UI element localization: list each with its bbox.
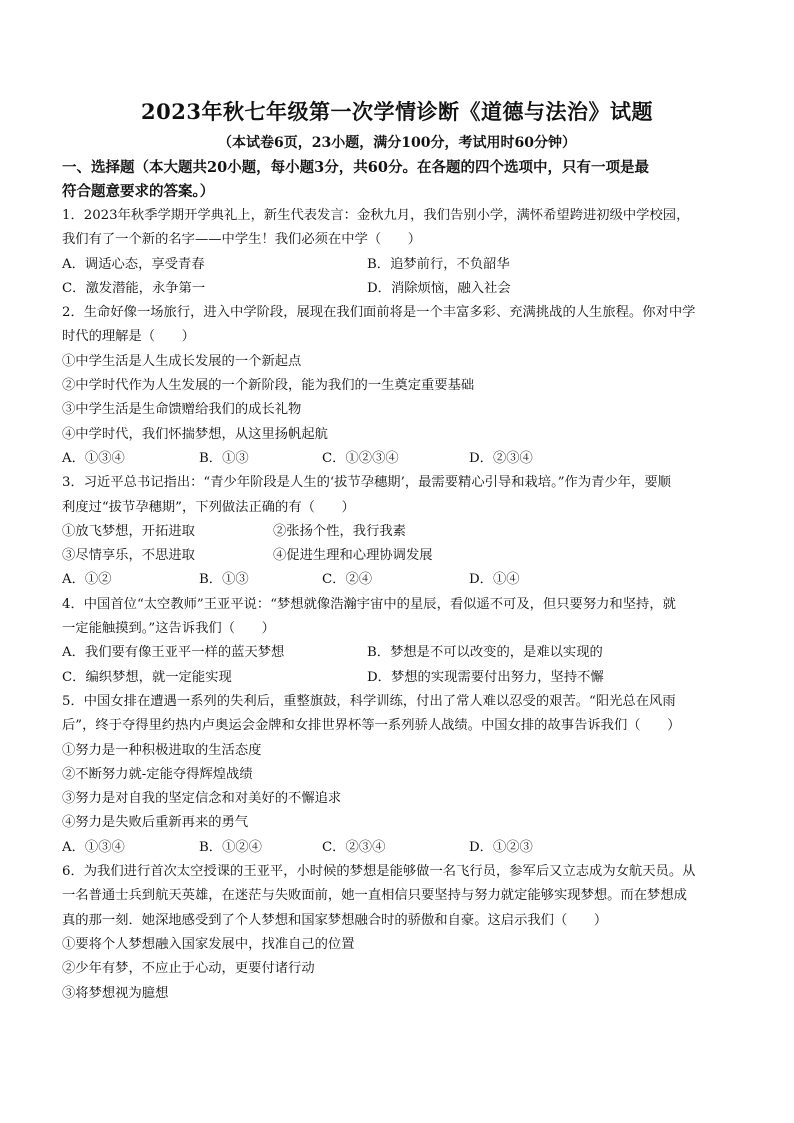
question-list [62, 204, 738, 1006]
question-stem-line: 6．为我们进行首次太空授课的王亚平，小时候的梦想是能够做一名飞行员，参军后又立志成为女航天员。从 [62, 864, 696, 880]
option-d: D．①④ [469, 572, 520, 588]
option-row [62, 568, 738, 592]
section-heading [62, 156, 738, 204]
option-b: B．追梦前行，不负韶华 [367, 256, 510, 272]
question-3 [62, 471, 738, 592]
statement-item: ③中学生活是生命馈赠给我们的成长礼物 [62, 402, 302, 418]
option-row [62, 277, 738, 301]
exam-subtitle: （本试卷6页，23小题，满分100分，考试用时60分钟） [218, 135, 576, 151]
question-stem-line: 一名普通士兵到航天英雄，在迷茫与失败面前，她一直相信只要坚持与努力就定能够实现梦想。而在梦想成 [62, 888, 687, 904]
statement-item: ②中学时代作为人生发展的一个新阶段，能为我们的一生奠定重要基础 [62, 378, 475, 394]
option-d: D．梦想的实现需要付出努力，坚持不懈 [367, 669, 604, 685]
option-c: C．编织梦想，就一定能实现 [62, 669, 232, 685]
statement-item: ③尽情享乐，不思进取 [62, 548, 195, 564]
option-b: B．①③ [199, 450, 249, 466]
question-6 [62, 860, 738, 1006]
question-stem-line: 后”，终于夺得里约热内卢奥运会金牌和女排世界杯等一系列骄人战绩。中国女排的故事告诉我们（ ） [62, 718, 681, 734]
statement-item: ②张扬个性，我行我素 [273, 523, 406, 539]
question-5 [62, 690, 738, 860]
option-row [62, 666, 738, 690]
question-stem-line: 一定能触摸到。”这告诉我们（ ） [62, 621, 275, 637]
option-b: B．①③ [199, 572, 249, 588]
statement-item: ①努力是一种积极进取的生活态度 [62, 742, 262, 758]
question-stem-line: 我们有了一个新的名字——中学生！我们必须在中学（ ） [62, 232, 422, 248]
option-row [62, 253, 738, 277]
question-stem-line: 时代的理解是（ ） [62, 329, 195, 345]
question-2 [62, 301, 738, 471]
option-a: A．调适心态，享受青春 [62, 256, 205, 272]
question-4 [62, 593, 738, 690]
option-row [62, 447, 738, 471]
option-a: A．①② [62, 572, 112, 588]
statement-item: ②少年有梦，不应止于心动，更要付诸行动 [62, 961, 315, 977]
option-d: D．①②③ [469, 839, 533, 855]
statement-item: ①中学生活是人生成长发展的一个新起点 [62, 353, 302, 369]
option-d: D．②③④ [469, 450, 533, 466]
question-stem-line: 1．2023年秋季学期开学典礼上，新生代表发言：金秋九月，我们告别小学，满怀希望跨进初级中学校园， [62, 208, 690, 223]
section-heading-line-2: 符合题意要求的答案。） [62, 183, 215, 200]
statement-item: ①要将个人梦想融入国家发展中，找准自己的位置 [62, 936, 355, 952]
statement-item: ②不断努力就-定能夺得辉煌战绩 [62, 766, 253, 782]
question-1 [62, 204, 738, 301]
option-row [62, 641, 738, 665]
option-c: C．②③④ [322, 839, 386, 855]
statement-item: ①放飞梦想，开拓进取 [62, 523, 195, 539]
option-d: D．消除烦恼，融入社会 [367, 280, 511, 296]
statement-item: ③努力是对自我的坚定信念和对美好的不懈追求 [62, 791, 342, 807]
statement-item: ③将梦想视为臆想 [62, 985, 169, 1001]
exam-title: 2023年秋七年级第一次学情诊断《道德与法治》试题 [141, 99, 653, 124]
statement-item: ④努力是失败后重新再来的勇气 [62, 815, 249, 831]
option-b: B．①②④ [199, 839, 262, 855]
question-stem-line: 3．习近平总书记指出：“青少年阶段是人生的‘拔节孕穗期’，最需要精心引导和栽培。”作为青少年，要顺 [62, 475, 671, 491]
option-b: B．梦想是不可以改变的，是难以实现的 [367, 645, 603, 661]
option-a: A．我们要有像王亚平一样的蓝天梦想 [62, 645, 285, 661]
statement-item: ④中学时代，我们怀揣梦想，从这里扬帆起航 [62, 426, 328, 442]
question-stem-line: 5．中国女排在遭遇一系列的失利后，重整旗鼓，科学训练，付出了常人难以忍受的艰苦。“阳光总在风雨 [62, 693, 676, 709]
option-a: A．①③④ [62, 450, 125, 466]
question-stem-line: 利度过“拔节孕穗期”，下列做法正确的有（ ） [62, 499, 355, 515]
statement-pair [62, 520, 738, 544]
section-heading-line-1: 一、选择题（本大题共20小题，每小题3分，共60分。在各题的四个选项中，只有一项是最 [62, 159, 649, 176]
statement-pair [62, 544, 738, 568]
question-stem-line: 2．生命好像一场旅行，进入中学阶段，展现在我们面前将是一个丰富多彩、充满挑战的人生旅程。你对中学 [62, 305, 696, 321]
option-row [62, 836, 738, 860]
question-stem-line: 4．中国首位“太空教师”王亚平说：“梦想就像浩瀚宇宙中的星辰，看似遥不可及，但只要努力和坚持，就 [62, 596, 676, 612]
question-stem-line: 真的那一刻．她深地感受到了个人梦想和国家梦想融合时的骄傲和自豪。这启示我们（ ） [62, 912, 608, 928]
option-c: C．②④ [322, 572, 373, 588]
option-c: C．①②③④ [322, 450, 399, 466]
option-a: A．①③④ [62, 839, 125, 855]
option-c: C．激发潜能，永争第一 [62, 280, 206, 296]
statement-item: ④促进生理和心理协调发展 [273, 548, 433, 564]
